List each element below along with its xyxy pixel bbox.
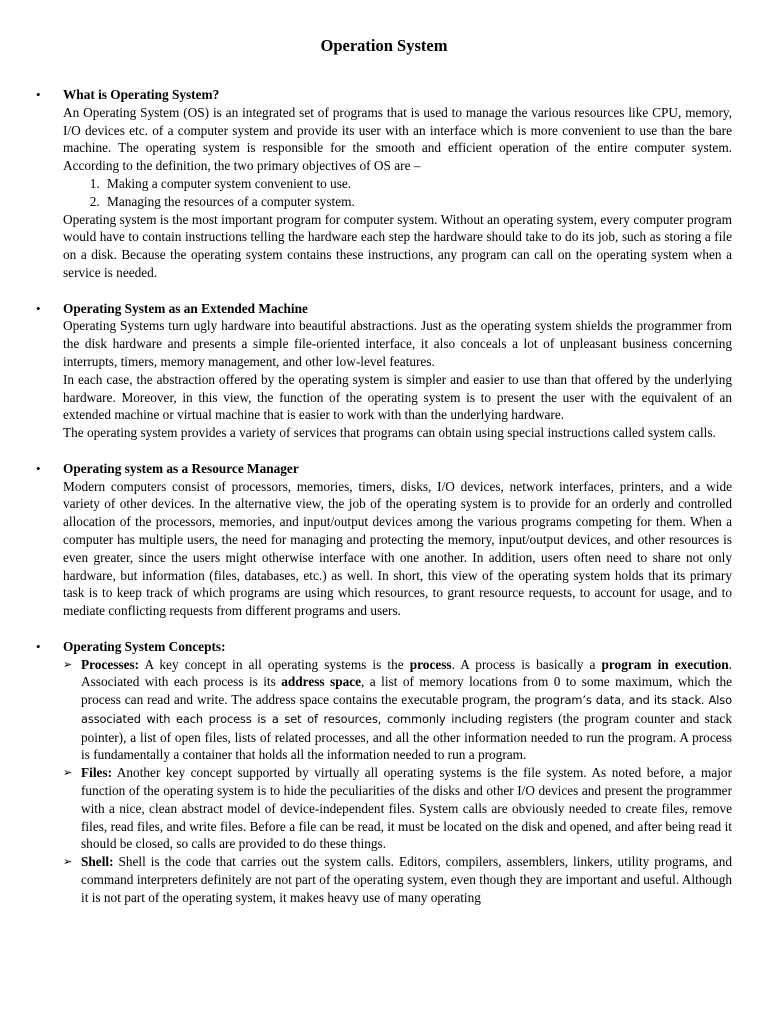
arrow-bullet-icon: ➢ xyxy=(63,766,73,780)
concept-shell xyxy=(63,853,732,906)
concept-processes xyxy=(63,656,732,765)
section-heading: What is Operating System? xyxy=(63,87,220,102)
paragraph: Operating Systems turn ugly hardware into beautiful abstractions. Just as the operating system shields the programmer from the disk hardware and presents a simple file-oriented interface, it also conceals a lot of unpleasant business concerning interrupts, timers, memory management, and other low-level features. xyxy=(63,318,732,369)
concept-label: Files: xyxy=(81,765,113,781)
section-heading: Operating system as a Resource Manager xyxy=(63,460,299,476)
section-os-concepts xyxy=(36,638,732,907)
list-item: 1. Making a computer system convenient to use. xyxy=(103,175,732,193)
list-item: 2. Managing the resources of a computer system. xyxy=(103,193,732,211)
bullet-icon: • xyxy=(36,638,41,654)
paragraph: Operating system is the most important program for computer system. Without an operating system, every computer program would have to contain instructions telling the hardware each step the hardware should take to do its job, such as storing a file on a disk. Because the operating system contains these instructions, any program can call on the operating system when a service is needed. xyxy=(63,211,732,280)
text-run: Shell is the code that carries out the system calls. Editors, compilers, assemblers, linkers, utility programs, and command interpreters definitely are not part of the operating system, even though they are important and useful. Although it is not part of the operating system, it makes heavy use of many operating xyxy=(81,854,732,905)
text-run: , a list of memory locations from 0 to some maximum, which the process can read and write. The address space contains the executable program, the xyxy=(81,674,732,708)
bullet-icon: • xyxy=(36,460,41,476)
bold-term: address space xyxy=(281,674,362,690)
bold-term: program in execution xyxy=(601,656,729,672)
arrow-bullet-icon: ➢ xyxy=(63,657,73,671)
text-run: A key concept in all operating systems is the xyxy=(139,656,410,672)
concept-label: Shell: xyxy=(81,854,114,870)
section-heading: Operating System Concepts: xyxy=(63,638,226,654)
text-run-sans: program’s data, and its stack. Also associated with each process is a set of resources, commonly including xyxy=(81,693,732,726)
text-run: registers (the program counter and stack pointer), a list of open files, lists of related processes, and all the other information needed to run the program. A process is fundamentally a container that holds all the information needed to run a program. xyxy=(81,710,732,763)
section-resource-manager xyxy=(36,460,732,620)
concepts-list xyxy=(63,656,732,907)
text-run: . Associated with each process is its xyxy=(81,656,732,690)
arrow-bullet-icon: ➢ xyxy=(63,855,73,869)
section-extended-machine xyxy=(36,300,732,442)
paragraph: In each case, the abstraction offered by the operating system is simpler and easier to use than that offered by the underlying hardware. Moreover, in this view, the function of the operating system is to present the user with the equivalent of an extended machine or virtual machine that is easier to work with than the underlying hardware. xyxy=(63,371,732,423)
bullet-icon: • xyxy=(36,87,41,102)
page-title: Operation System xyxy=(320,36,448,55)
paragraph: An Operating System (OS) is an integrated set of programs that is used to manage the various resources like CPU, memory, I/O devices etc. of a computer system and provide its user with an interface which is more convenient to use than the bare machine. The operating system is responsible for the smooth and efficient operation of the entire computer system. According to the definition, the two primary objectives of OS are – xyxy=(63,104,732,174)
concept-files xyxy=(63,764,732,853)
text-run: . A process is basically a xyxy=(451,656,602,672)
paragraph: Modern computers consist of processors, memories, timers, disks, I/O devices, network interfaces, printers, and a wide variety of other devices. In the alternative view, the job of the operating system is to provide for an orderly and controlled allocation of the processors, memories, and input/output devices among the various programs competing for them. When a computer has multiple users, the need for managing and protecting the memory, input/output devices, and other resources is even greater, since the users might otherwise interface with one another. In addition, users often need to share not only hardware, but information (files, databases, etc.) as well. In short, this view of the operating system holds that its primary task is to keep track of which programs are using which resources, to grant resource requests, to account for usage, and to mediate conflicting requests from different programs and users. xyxy=(63,478,732,619)
objectives-list xyxy=(63,175,732,211)
bold-term: process xyxy=(409,656,452,672)
paragraph: The operating system provides a variety of services that programs can obtain using special instructions called system calls. xyxy=(63,425,716,441)
concept-label: Processes: xyxy=(81,656,140,672)
bullet-icon: • xyxy=(36,300,41,316)
section-heading: Operating System as an Extended Machine xyxy=(63,300,308,316)
text-run: Another key concept supported by virtually all operating systems is the file system. As noted before, a major function of the operating system is to hide the peculiarities of the disks and other I/O devices and present the programmer with a nice, clean abstract model of device-independent files. System calls are obviously needed to create files, remove files, read files, and write files. Before a file can be read, it must be located on the disk and opened, and after being read it should be closed, so calls are provided to do these things. xyxy=(81,765,732,852)
section-what-is-os xyxy=(36,86,732,282)
